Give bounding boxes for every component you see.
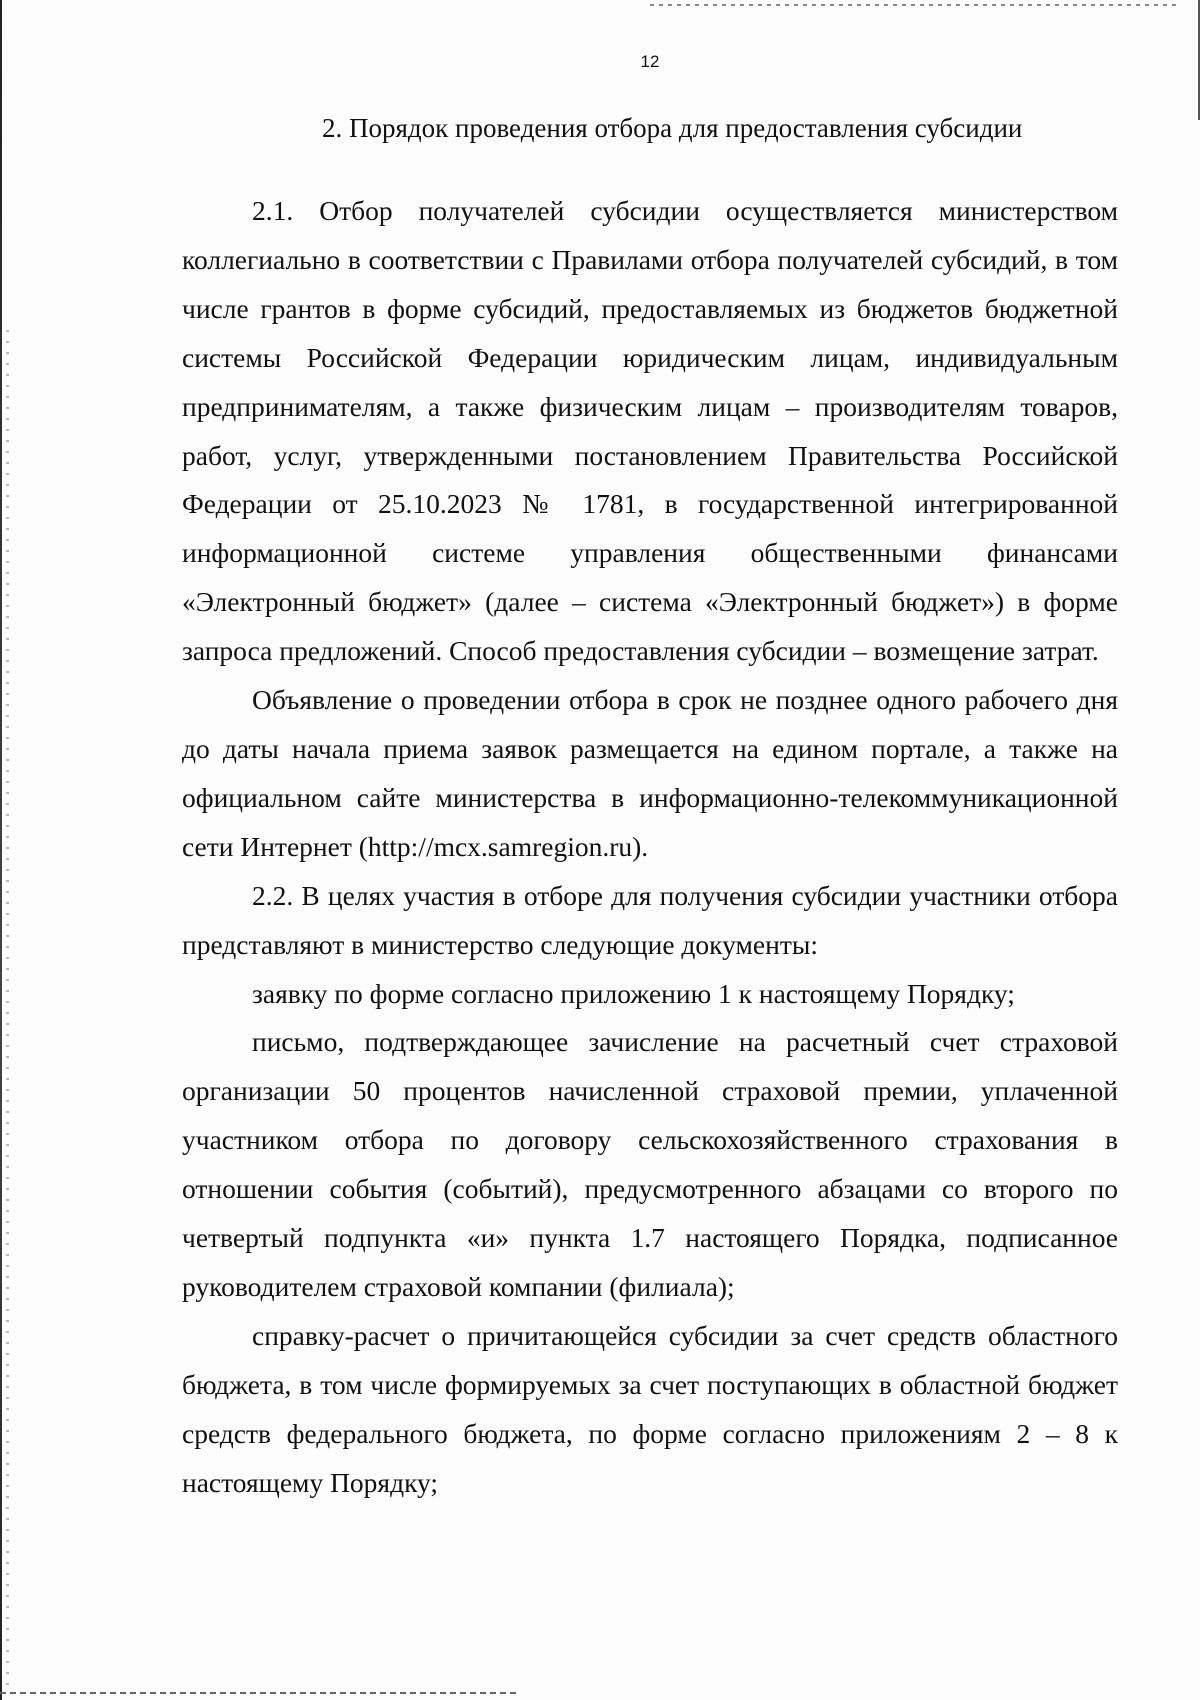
scan-edge-bottom — [0, 1692, 520, 1694]
paragraph-2-1: 2.1. Отбор получателей субсидии осуществляется министерством коллегиально в соответствии с Правилами отбора получателей субсидий, в том числе грантов в форме субсидий, предоставляемых из бюджетов бюджетной системы Российской Федерации юридическим лицам, индивидуальным предпринимателям, а также физическим лицам – производителям товаров, работ, услуг, утвержденными постановлением Правительства Российской Федерации от 25.10.2023 № 1781, в государственной интегрированной информационной системе управления общественными финансами «Электронный бюджет» (далее – система «Электронный бюджет») в форме запроса предложений. Способ предоставления субсидии – возмещение затрат. — [182, 195, 1118, 667]
document-body — [182, 187, 1118, 1507]
paragraph-application: заявку по форме согласно приложению 1 к настоящему Порядку; — [252, 977, 1015, 1009]
scan-edge-top — [650, 4, 1180, 6]
paragraph-announcement: Объявление о проведении отбора в срок не позднее одного рабочего дня до даты начала приема заявок размещается на едином портале, а также на официальном сайте министерства в информационно-телекоммуникационной сети Интернет (http://mcx.samregion.ru). — [182, 684, 1118, 862]
paragraph-2-2: 2.2. В целях участия в отборе для получения субсидии участники отбора представляют в министерство следующие документы: — [182, 879, 1118, 960]
paragraph-letter: письмо, подтверждающее зачисление на расчетный счет страховой организации 50 процентов начисленной страховой премии, уплаченной участником отбора по договору сельскохозяйственного страхования в отношении события (событий), предусмотренного абзацами со второго по четвертый подпункта «и» пункта 1.7 настоящего Порядка, подписанное руководителем страховой компании (филиала); — [182, 1026, 1118, 1302]
page-number: 12 — [640, 52, 660, 71]
scan-edge-left — [0, 0, 2, 1700]
section-heading: 2. Порядок проведения отбора для предоставления субсидии — [322, 113, 1023, 143]
paragraph-calculation: справку-расчет о причитающейся субсидии за счет средств областного бюджета, в том числе формируемых за счет поступающих в областной бюджет средств федерального бюджета, по форме согласно приложениям 2 – 8 к настоящему Порядку; — [182, 1319, 1118, 1498]
scan-noise-left — [6, 330, 9, 1690]
